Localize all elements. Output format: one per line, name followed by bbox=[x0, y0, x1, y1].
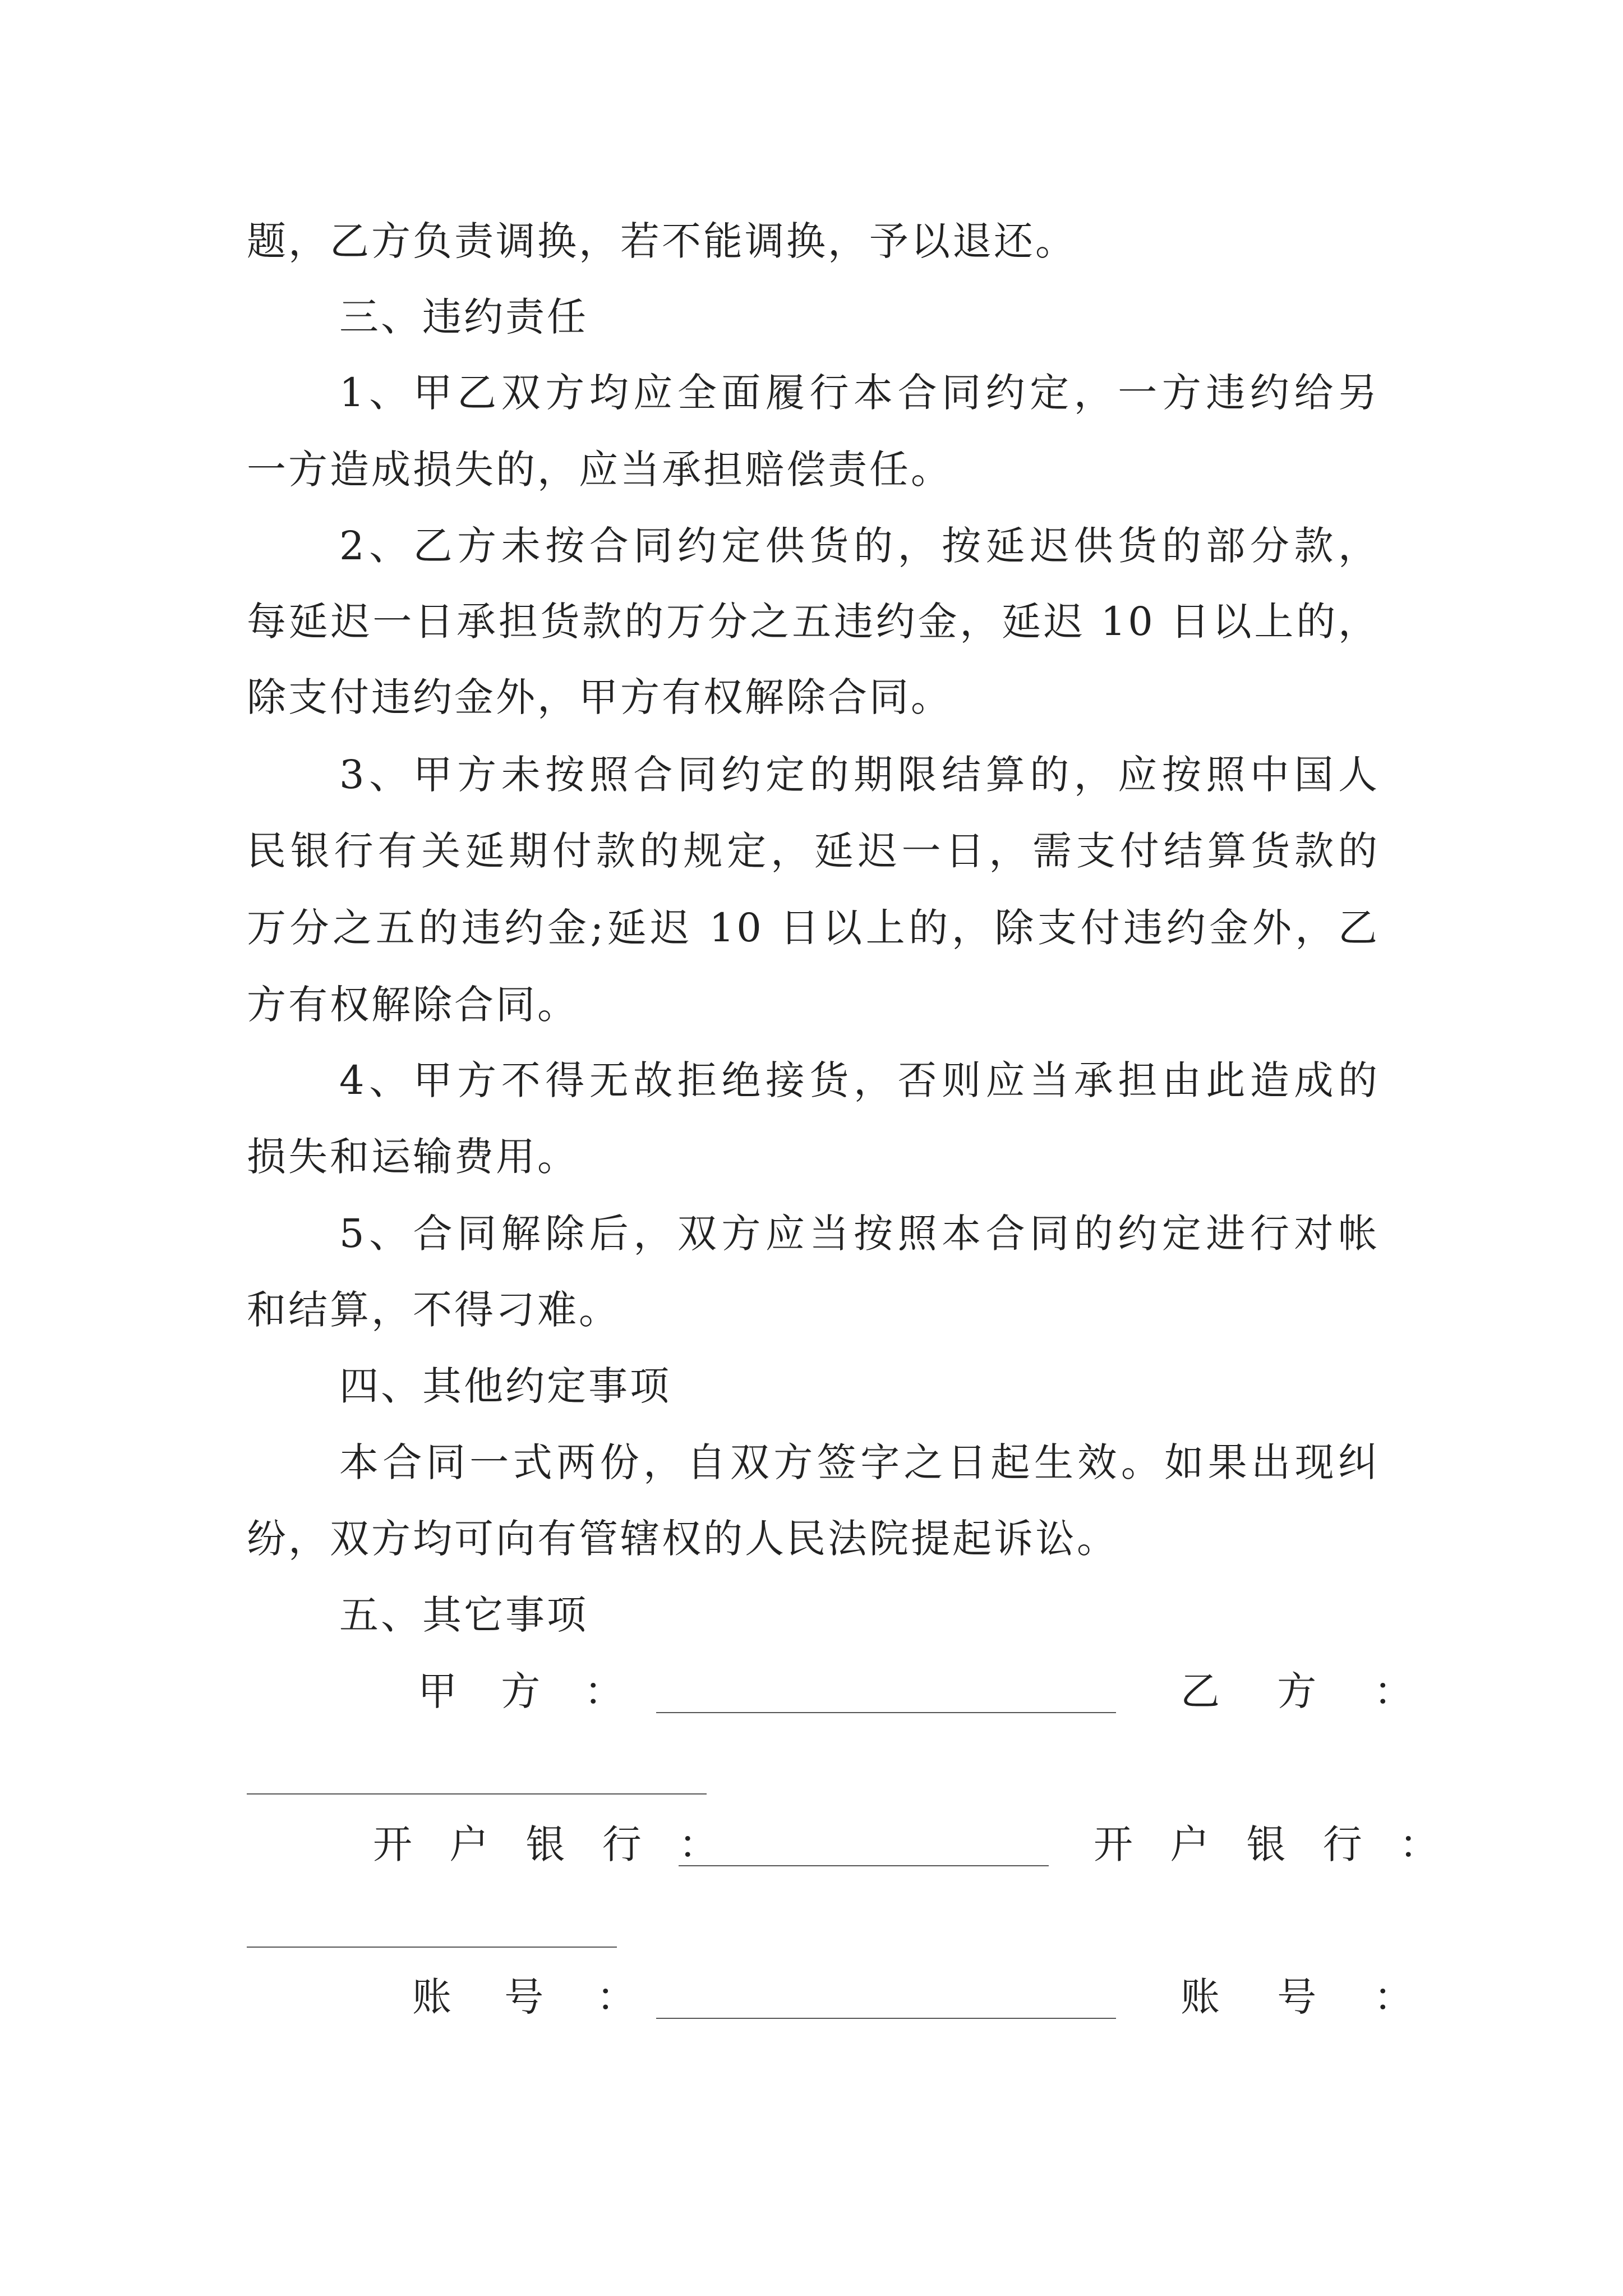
bank-a-label: 开 户 银 行 ： bbox=[373, 1821, 731, 1867]
party-a-line bbox=[656, 1712, 1116, 1713]
party-b-label: 乙 方 ： bbox=[1181, 1668, 1436, 1714]
party-row bbox=[0, 1666, 1623, 1722]
paragraph-line: 每延迟一日承担货款的万分之五违约金，延迟 10 日以上的， bbox=[247, 599, 1380, 645]
party-a-label: 甲 方 ： bbox=[418, 1668, 639, 1714]
paragraph-line: 2、乙方未按合同约定供货的，按延迟供货的部分款， bbox=[339, 523, 1380, 569]
paragraph-line: 万分之五的违约金;延迟 10 日以上的，除支付违约金外，乙 bbox=[247, 905, 1380, 951]
paragraph-line: 1、甲乙双方均应全面履行本合同约定，一方违约给另 bbox=[339, 370, 1380, 416]
bank-row bbox=[0, 1819, 1623, 1875]
section-heading: 四、其他约定事项 bbox=[339, 1363, 671, 1409]
paragraph-line: 本合同一式两份，自双方签字之日起生效。如果出现纠 bbox=[339, 1439, 1380, 1485]
account-a-label: 账 号 ： bbox=[412, 1974, 656, 2020]
account-row bbox=[0, 1972, 1623, 2028]
paragraph-line: 5、合同解除后，双方应当按照本合同的约定进行对帐 bbox=[339, 1211, 1380, 1257]
paragraph-line: 和结算，不得刁难。 bbox=[247, 1287, 620, 1333]
section-heading: 三、违约责任 bbox=[339, 294, 588, 340]
bank-b-label: 开 户 银 行 ： bbox=[1094, 1821, 1451, 1867]
paragraph-line: 3、甲方未按照合同约定的期限结算的，应按照中国人 bbox=[339, 752, 1380, 798]
bank-b-line bbox=[247, 1947, 617, 1948]
paragraph-line: 一方造成损失的，应当承担赔偿责任。 bbox=[247, 447, 952, 493]
paragraph-line: 4、甲方不得无故拒绝接货，否则应当承担由此造成的 bbox=[339, 1057, 1380, 1103]
paragraph-line: 方有权解除合同。 bbox=[247, 982, 579, 1028]
paragraph-line: 题，乙方负责调换，若不能调换，予以退还。 bbox=[247, 218, 1077, 264]
paragraph-line: 民银行有关延期付款的规定，延迟一日，需支付结算货款的 bbox=[247, 828, 1380, 874]
account-a-line bbox=[656, 2018, 1116, 2019]
paragraph-line: 损失和运输费用。 bbox=[247, 1134, 579, 1180]
account-b-label: 账 号 ： bbox=[1181, 1974, 1436, 2020]
bank-a-line bbox=[679, 1865, 1049, 1866]
paragraph-line: 除支付违约金外，甲方有权解除合同。 bbox=[247, 674, 952, 720]
section-heading: 五、其它事项 bbox=[339, 1592, 588, 1638]
paragraph-line: 纷，双方均可向有管辖权的人民法院提起诉讼。 bbox=[247, 1516, 1118, 1562]
party-b-line bbox=[247, 1793, 707, 1795]
